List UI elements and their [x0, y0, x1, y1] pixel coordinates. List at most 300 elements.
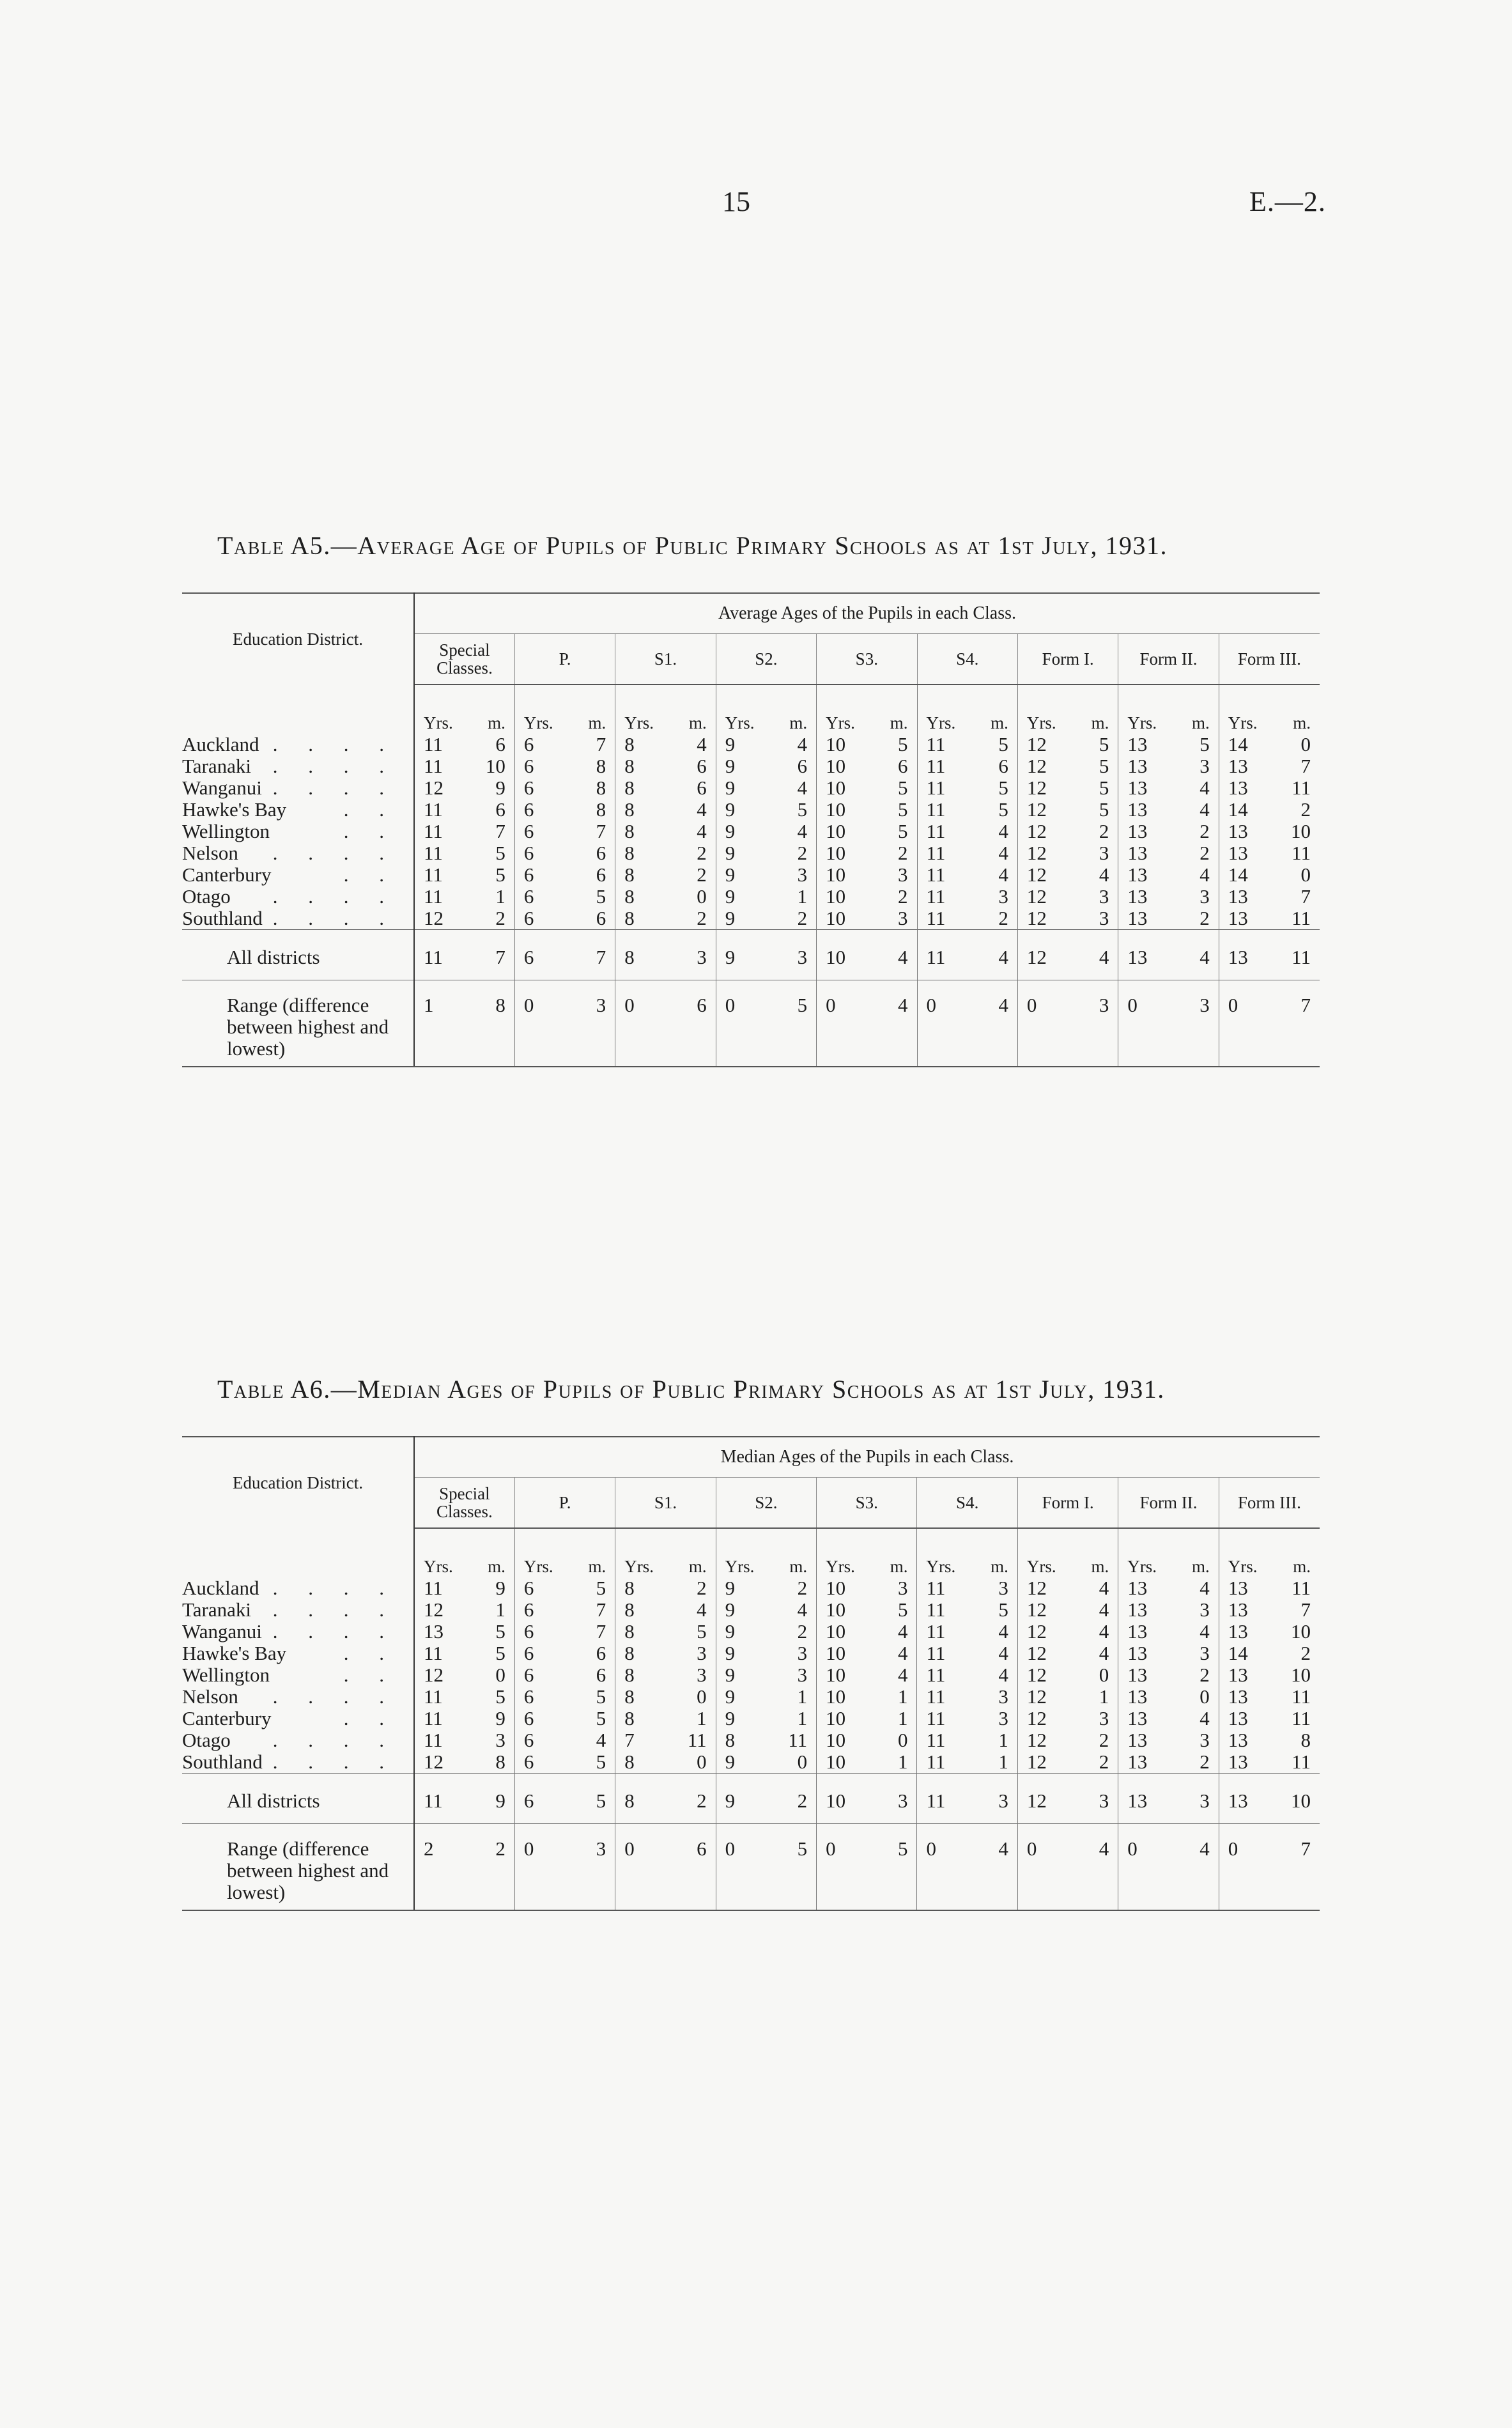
leader-dots: . . . .	[272, 755, 397, 777]
months-value: 3	[998, 1707, 1008, 1729]
months-value: 2	[1300, 798, 1311, 821]
years-value: 8	[615, 1577, 661, 1599]
years-value: 13	[1219, 1621, 1265, 1643]
months-value: 3	[561, 1824, 615, 1911]
months-value: 2	[1300, 1642, 1311, 1664]
months-value: 3	[797, 1642, 808, 1664]
years-value: 9	[716, 799, 762, 821]
years-value: 9	[716, 1599, 762, 1621]
years-value: 10	[817, 777, 863, 799]
unit-years: Yrs.	[1017, 684, 1063, 734]
months-value: 6	[797, 755, 808, 777]
all-districts-row	[182, 1774, 1320, 1824]
months-value: 2	[697, 907, 707, 929]
years-value: 11	[917, 1729, 963, 1751]
unit-years: Yrs.	[716, 1528, 762, 1577]
months-value: 5	[697, 1620, 707, 1643]
years-value: 10	[817, 1577, 863, 1599]
district-name: Auckland	[182, 733, 259, 755]
district-name: Nelson	[182, 1685, 238, 1708]
years-value: 12	[1017, 755, 1063, 777]
years-value: 13	[1118, 1577, 1164, 1599]
months-value: 5	[495, 1642, 505, 1664]
unit-months: m.	[1191, 713, 1210, 732]
years-value: 9	[716, 777, 762, 799]
months-value: 3	[1099, 842, 1109, 864]
years-value: 8	[615, 930, 661, 980]
years-value: 6	[514, 886, 560, 908]
years-value: 11	[423, 1729, 443, 1751]
class-header: P.	[514, 1478, 615, 1529]
unit-years: Yrs.	[1219, 684, 1265, 734]
years-value: 14	[1219, 864, 1265, 886]
years-value: 0	[817, 980, 863, 1067]
leader-dots: . . . .	[272, 1751, 397, 1773]
months-value: 6	[495, 798, 505, 821]
months-value: 10	[485, 755, 505, 777]
years-value: 12	[1017, 1751, 1063, 1774]
months-value: 4	[863, 930, 917, 980]
years-value: 6	[514, 1729, 560, 1751]
years-value: 11	[423, 885, 443, 908]
years-value: 9	[716, 1664, 762, 1686]
years-value: 10	[817, 821, 863, 842]
table-row	[182, 864, 1320, 886]
years-value: 12	[1017, 821, 1063, 842]
months-value: 3	[762, 930, 816, 980]
months-value: 3	[1200, 755, 1210, 777]
months-value: 4	[596, 1729, 606, 1751]
months-value: 3	[1200, 1642, 1210, 1664]
years-value: 12	[1017, 1643, 1063, 1664]
leader-dots: . . . .	[272, 842, 397, 864]
months-value: 4	[897, 1642, 908, 1664]
class-header: S2.	[716, 1478, 816, 1529]
months-value: 3	[1064, 980, 1118, 1067]
leader-dots: . . . .	[272, 1729, 397, 1751]
months-value: 4	[998, 1642, 1008, 1664]
months-value: 0	[697, 1685, 707, 1708]
months-value: 2	[661, 1774, 716, 1824]
months-value: 0	[1200, 1685, 1210, 1708]
class-header: S3.	[817, 634, 917, 685]
table-row	[182, 1751, 1320, 1774]
months-value: 7	[596, 733, 606, 755]
months-value: 5	[998, 733, 1008, 755]
months-value: 9	[495, 1707, 505, 1729]
years-value: 11	[423, 820, 443, 842]
months-value: 7	[596, 820, 606, 842]
years-value: 12	[423, 1751, 444, 1773]
months-value: 7	[1300, 885, 1311, 908]
years-value: 13	[1118, 1686, 1164, 1708]
months-value: 4	[998, 842, 1008, 864]
years-value: 0	[615, 1824, 661, 1911]
group-header: Median Ages of the Pupils in each Class.	[414, 1437, 1320, 1478]
months-value: 6	[661, 980, 716, 1067]
months-value: 4	[998, 863, 1008, 886]
unit-years: Yrs.	[615, 1528, 661, 1577]
years-value: 8	[615, 1599, 661, 1621]
years-value: 10	[817, 930, 863, 980]
years-value: 6	[514, 1686, 560, 1708]
years-value: 11	[917, 842, 963, 864]
months-value: 11	[1292, 907, 1311, 929]
years-value: 10	[817, 1708, 863, 1729]
years-value: 8	[615, 1621, 661, 1643]
district-name: Otago	[182, 1729, 231, 1751]
months-value: 6	[596, 1664, 606, 1686]
district-name: Auckland	[182, 1577, 259, 1599]
table-a5	[182, 530, 1320, 1067]
years-value: 13	[1219, 1729, 1265, 1751]
years-value: 12	[1017, 1621, 1063, 1643]
months-value: 2	[998, 907, 1008, 929]
district-name: Canterbury	[182, 1707, 272, 1729]
years-value: 11	[917, 1751, 963, 1774]
years-value: 8	[615, 886, 661, 908]
months-value: 11	[1292, 1751, 1311, 1773]
months-value: 4	[1099, 1577, 1109, 1599]
months-value: 5	[1099, 733, 1109, 755]
years-value: 13	[1118, 864, 1164, 886]
months-value: 3	[1200, 1729, 1210, 1751]
years-value: 12	[1017, 1774, 1063, 1824]
months-value: 11	[687, 1729, 707, 1751]
months-value: 4	[697, 820, 707, 842]
months-value: 5	[898, 777, 908, 799]
years-value: 6	[514, 755, 560, 777]
table-title: Table A5.—Average Age of Pupils of Public Primary Schools as at 1st July, 1931.	[217, 531, 1168, 560]
unit-months: m.	[688, 1557, 707, 1576]
years-value: 12	[1017, 864, 1063, 886]
unit-months: m.	[1091, 1557, 1109, 1576]
years-value: 10	[817, 1751, 863, 1774]
class-header: S4.	[917, 1478, 1017, 1529]
months-value: 3	[661, 930, 716, 980]
months-value: 3	[1200, 885, 1210, 908]
months-value: 3	[897, 1577, 908, 1599]
months-value: 0	[897, 1729, 908, 1751]
years-value: 0	[615, 980, 661, 1067]
years-value: 11	[917, 734, 963, 755]
unit-years: Yrs.	[1017, 1528, 1063, 1577]
months-value: 4	[998, 1620, 1008, 1643]
range-row	[182, 980, 1320, 1067]
page-number: 15	[722, 186, 750, 217]
years-value: 13	[1219, 886, 1265, 908]
months-value: 4	[797, 777, 808, 799]
years-value: 0	[817, 1824, 863, 1911]
years-value: 0	[1118, 980, 1164, 1067]
district-name: Southland	[182, 907, 263, 929]
years-value: 11	[917, 1621, 963, 1643]
months-value: 5	[596, 1751, 606, 1773]
years-value: 8	[615, 864, 661, 886]
years-value: 8	[716, 1729, 762, 1751]
unit-years: Yrs.	[1118, 1528, 1164, 1577]
class-header: Form II.	[1118, 634, 1219, 685]
unit-months: m.	[488, 713, 505, 732]
months-value: 3	[797, 863, 808, 886]
months-value: 2	[1099, 820, 1109, 842]
years-value: 6	[514, 842, 560, 864]
years-value: 11	[917, 930, 963, 980]
page-reference: E.—2.	[1249, 186, 1326, 217]
district-name: Southland	[182, 1751, 263, 1773]
table-row	[182, 1621, 1320, 1643]
unit-months: m.	[1191, 1557, 1210, 1576]
years-value: 9	[716, 1643, 762, 1664]
leader-dots: . . . .	[272, 1620, 397, 1643]
months-value: 0	[797, 1751, 808, 1773]
years-value: 10	[817, 1686, 863, 1708]
years-value: 0	[514, 1824, 560, 1911]
months-value: 6	[596, 842, 606, 864]
months-value: 1	[797, 885, 808, 908]
range-label: Range (difference between highest and lowest)	[227, 994, 389, 1060]
months-value: 8	[596, 798, 606, 821]
months-value: 4	[1099, 863, 1109, 886]
unit-years: Yrs.	[817, 684, 863, 734]
months-value: 0	[1300, 733, 1311, 755]
months-value: 5	[495, 863, 505, 886]
class-header: Special Classes.	[414, 1478, 514, 1529]
months-value: 3	[1200, 1598, 1210, 1621]
leader-dots: . . . .	[272, 885, 397, 908]
table-row	[182, 886, 1320, 908]
years-value: 13	[1118, 908, 1164, 930]
months-value: 11	[1292, 1685, 1311, 1708]
months-value: 4	[1064, 930, 1118, 980]
years-value: 10	[817, 886, 863, 908]
months-value: 4	[963, 930, 1017, 980]
unit-months: m.	[488, 1557, 505, 1576]
unit-years: Yrs.	[615, 684, 661, 734]
months-value: 6	[697, 777, 707, 799]
years-value: 13	[1219, 930, 1265, 980]
months-value: 6	[998, 755, 1008, 777]
years-value: 0	[1118, 1824, 1164, 1911]
years-value: 13	[1219, 755, 1265, 777]
years-value: 11	[423, 863, 443, 886]
group-header: Average Ages of the Pupils in each Class.	[414, 593, 1320, 634]
years-value: 8	[615, 1751, 661, 1774]
years-value: 6	[514, 908, 560, 930]
months-value: 1	[797, 1685, 808, 1708]
months-value: 5	[495, 842, 505, 864]
years-value: 8	[615, 777, 661, 799]
months-value: 2	[1200, 820, 1210, 842]
years-value: 11	[917, 1708, 963, 1729]
class-header: S2.	[716, 634, 816, 685]
months-value: 4	[897, 1620, 908, 1643]
years-value: 0	[1219, 980, 1265, 1067]
district-name: Wellington	[182, 1664, 270, 1686]
months-value: 2	[797, 1620, 808, 1643]
years-value: 6	[514, 930, 560, 980]
years-value: 9	[716, 1621, 762, 1643]
years-value: 12	[1017, 1729, 1063, 1751]
table-title: Table A6.—Median Ages of Pupils of Public Primary Schools as at 1st July, 1931.	[217, 1375, 1165, 1403]
months-value: 7	[596, 1598, 606, 1621]
months-value: 5	[596, 1577, 606, 1599]
months-value: 6	[661, 1824, 716, 1911]
years-value: 9	[716, 734, 762, 755]
months-value: 4	[863, 980, 917, 1067]
months-value: 8	[596, 755, 606, 777]
months-value: 6	[898, 755, 908, 777]
years-value: 11	[917, 908, 963, 930]
years-value: 11	[917, 1774, 963, 1824]
months-value: 3	[1099, 907, 1109, 929]
months-value: 4	[697, 1598, 707, 1621]
class-header: S3.	[817, 1478, 917, 1529]
months-value: 4	[697, 798, 707, 821]
years-value: 0	[716, 980, 762, 1067]
unit-months: m.	[890, 1557, 908, 1576]
months-value: 7	[1300, 1598, 1311, 1621]
years-value: 6	[514, 1708, 560, 1729]
months-value: 2	[797, 1577, 808, 1599]
district-name: Hawke's Bay	[182, 798, 287, 821]
class-header: Form I.	[1017, 1478, 1118, 1529]
months-value: 4	[1200, 798, 1210, 821]
years-value: 8	[615, 821, 661, 842]
class-header: S1.	[615, 634, 716, 685]
years-value: 6	[514, 1577, 560, 1599]
class-header: Special Classes.	[414, 634, 514, 685]
table-row	[182, 1664, 1320, 1686]
unit-years: Yrs.	[1118, 684, 1164, 734]
years-value: 12	[1017, 777, 1063, 799]
months-value: 1	[897, 1751, 908, 1773]
unit-years: Yrs.	[1219, 1528, 1265, 1577]
leader-dots: . . . .	[272, 907, 397, 929]
years-value: 13	[1118, 886, 1164, 908]
unit-months: m.	[688, 713, 707, 732]
months-value: 2	[495, 907, 505, 929]
class-header: Form III.	[1219, 1478, 1320, 1529]
years-value: 12	[423, 1664, 444, 1686]
months-value: 2	[1200, 1751, 1210, 1773]
years-value: 11	[423, 1707, 443, 1729]
months-value: 5	[898, 733, 908, 755]
years-value: 11	[917, 755, 963, 777]
leader-dots: . .	[343, 798, 397, 821]
months-value: 2	[762, 1774, 816, 1824]
years-value: 8	[615, 1664, 661, 1686]
all-districts-label: All districts	[227, 1790, 320, 1812]
years-value: 9	[716, 1774, 762, 1824]
range-row	[182, 1824, 1320, 1911]
months-value: 5	[998, 798, 1008, 821]
unit-months: m.	[890, 713, 908, 732]
years-value: 11	[917, 886, 963, 908]
unit-years: Yrs.	[917, 1528, 963, 1577]
years-value: 13	[1219, 908, 1265, 930]
months-value: 1	[998, 1729, 1008, 1751]
years-value: 11	[917, 1664, 963, 1686]
months-value: 5	[797, 798, 808, 821]
leader-dots: . . . .	[272, 777, 397, 799]
years-value: 13	[1118, 1774, 1164, 1824]
years-value: 11	[917, 799, 963, 821]
months-value: 1	[697, 1707, 707, 1729]
years-value: 1	[414, 980, 460, 1067]
months-value: 3	[495, 1729, 505, 1751]
years-value: 9	[716, 1708, 762, 1729]
years-value: 11	[917, 864, 963, 886]
months-value: 6	[596, 907, 606, 929]
months-value: 11	[1292, 777, 1311, 799]
years-value: 10	[817, 864, 863, 886]
years-value: 9	[716, 755, 762, 777]
table-row	[182, 799, 1320, 821]
months-value: 11	[1292, 842, 1311, 864]
table-a6	[182, 1374, 1320, 1911]
years-value: 13	[1219, 1599, 1265, 1621]
years-value: 9	[716, 842, 762, 864]
months-value: 1	[495, 885, 505, 908]
months-value: 4	[1099, 1642, 1109, 1664]
class-header: Form III.	[1219, 634, 1320, 685]
leader-dots: . .	[343, 820, 397, 842]
months-value: 4	[897, 1664, 908, 1686]
months-value: 2	[697, 1577, 707, 1599]
months-value: 3	[797, 1664, 808, 1686]
years-value: 11	[423, 842, 443, 864]
months-value: 3	[963, 1774, 1017, 1824]
months-value: 4	[963, 980, 1017, 1067]
months-value: 5	[762, 980, 816, 1067]
months-value: 9	[460, 1774, 514, 1824]
months-value: 4	[1064, 1824, 1118, 1911]
years-value: 11	[423, 1577, 443, 1599]
class-header: Form I.	[1017, 634, 1118, 685]
years-value: 13	[1219, 1774, 1265, 1824]
months-value: 4	[1200, 1577, 1210, 1599]
table-row	[182, 842, 1320, 864]
months-value: 4	[963, 1824, 1017, 1911]
months-value: 11	[1292, 1707, 1311, 1729]
all-districts-label: All districts	[227, 946, 320, 968]
years-value: 13	[1219, 1664, 1265, 1686]
years-value: 6	[514, 1621, 560, 1643]
months-value: 5	[863, 1824, 917, 1911]
months-value: 7	[1265, 980, 1320, 1067]
table-row	[182, 1708, 1320, 1729]
years-value: 12	[1017, 734, 1063, 755]
months-value: 2	[1200, 1664, 1210, 1686]
years-value: 11	[917, 821, 963, 842]
years-value: 8	[615, 1708, 661, 1729]
district-name: Canterbury	[182, 863, 272, 886]
district-name: Otago	[182, 885, 231, 908]
class-header: S1.	[615, 1478, 716, 1529]
years-value: 6	[514, 1774, 560, 1824]
months-value: 3	[1164, 1774, 1219, 1824]
years-value: 0	[1017, 980, 1063, 1067]
years-value: 13	[1118, 799, 1164, 821]
years-value: 8	[615, 1643, 661, 1664]
years-value: 7	[615, 1729, 661, 1751]
months-value: 2	[1099, 1729, 1109, 1751]
all-districts-row	[182, 930, 1320, 980]
unit-years: Yrs.	[423, 1557, 453, 1576]
years-value: 11	[414, 930, 460, 980]
years-value: 11	[917, 1686, 963, 1708]
